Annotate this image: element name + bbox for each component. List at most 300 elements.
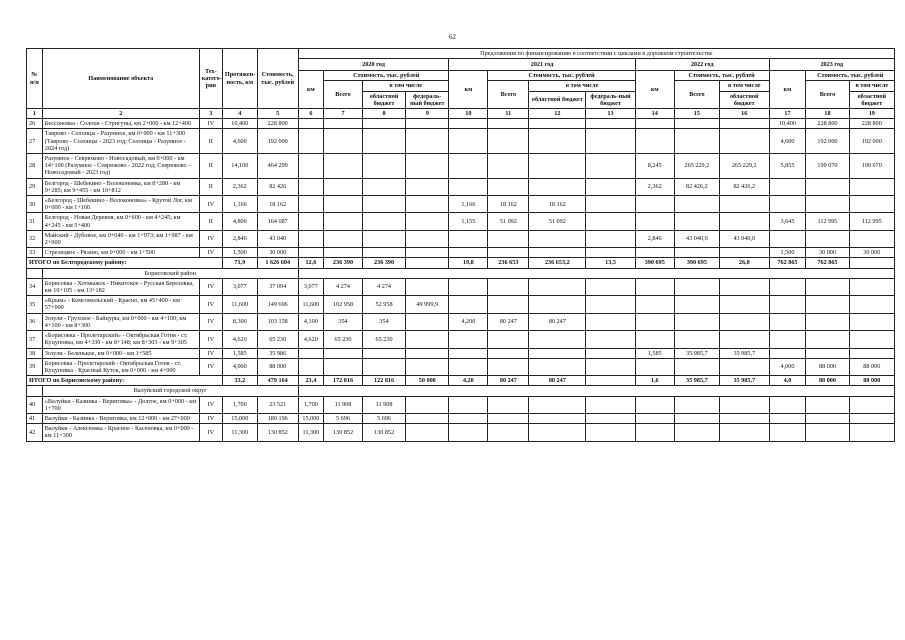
value-cell (362, 154, 405, 179)
total-value: 236 653 (488, 258, 529, 268)
object-name: Майский - Дубовое, км 0+040 - км 1+973; км 1+987 - км 2+900 (42, 230, 199, 247)
value-cell (449, 248, 488, 258)
total-value: 4,20 (449, 376, 488, 386)
value-cell: 5,855 (769, 154, 806, 179)
km-header: км (769, 71, 806, 109)
object-name: Таврово - Солонцы - Разумное, км 0+000 - км 11+300 (Таврово - Солонцы - 2023 год; Солонцы - Разумное - 2024 год) (42, 129, 199, 154)
value-cell (298, 348, 323, 358)
value-cell (806, 331, 849, 348)
value-cell (449, 178, 488, 195)
value-cell (488, 129, 529, 154)
value-cell (362, 178, 405, 195)
regional-budget-header: областной бюджет (529, 91, 586, 108)
value-cell (449, 230, 488, 247)
row-number: 36 (27, 313, 43, 330)
total-value: 390 695 (674, 258, 719, 268)
value-cell (635, 358, 674, 375)
table-row (27, 278, 895, 295)
page-number: 62 (449, 33, 456, 41)
category: IV (199, 196, 222, 213)
including-header: в том числе (529, 81, 635, 91)
col-category-header: Тех-катего-рия (199, 49, 222, 109)
value-cell: 11,600 (298, 296, 323, 313)
value-cell (806, 196, 849, 213)
value-cell (362, 230, 405, 247)
row-number: 28 (27, 154, 43, 179)
total-value: 80 247 (529, 376, 586, 386)
value-cell: 1,155 (449, 213, 488, 230)
value-cell (529, 278, 586, 295)
value-cell (720, 196, 770, 213)
value-cell: 3,645 (769, 213, 806, 230)
column-number: 4 (222, 109, 257, 119)
value-cell (586, 331, 636, 348)
row-number: 37 (27, 331, 43, 348)
value-cell (449, 129, 488, 154)
total-label: ИТОГО по Белгородскому району: (27, 258, 223, 268)
category: II (199, 178, 222, 195)
total-value: 12,6 (298, 258, 323, 268)
length: 14,100 (222, 154, 257, 179)
row-number: 42 (27, 424, 43, 441)
value-cell (324, 230, 363, 247)
value-cell (529, 178, 586, 195)
row-number: 29 (27, 178, 43, 195)
value-cell (720, 313, 770, 330)
object-name: Валуйки - Казинка - Вериговка, км 12+000 - км 27+000 (42, 413, 199, 423)
value-cell (635, 424, 674, 441)
total-value (849, 258, 894, 268)
row-number: 26 (27, 119, 43, 129)
category: IV (199, 331, 222, 348)
object-name: Зозули - Грузское - Байцуры, км 0+000 - км 4+100; км 4+100 - км 8+300 (42, 313, 199, 330)
value-cell (449, 119, 488, 129)
value-cell: 80 247 (529, 313, 586, 330)
km-header: км (449, 71, 488, 109)
km-header: км (635, 71, 674, 109)
object-name: Валуйки - Алексеевка - Красное - Касеновка, км 0+000 - км 11+300 (42, 424, 199, 441)
value-cell: 3,077 (298, 278, 323, 295)
value-cell (769, 413, 806, 423)
value-cell (406, 154, 449, 179)
row-number: 30 (27, 196, 43, 213)
value-cell (849, 413, 894, 423)
cost: 164 087 (257, 213, 298, 230)
category: IV (199, 248, 222, 258)
value-cell (806, 396, 849, 413)
value-cell: 30 000 (806, 248, 849, 258)
value-cell (769, 348, 806, 358)
value-cell (586, 119, 636, 129)
total-value: 13,5 (586, 258, 636, 268)
value-cell (529, 296, 586, 313)
section-title: Борисовский район (42, 268, 298, 278)
value-cell (406, 213, 449, 230)
including-header: в том числе (720, 81, 770, 91)
value-cell (406, 196, 449, 213)
value-cell: 130 852 (362, 424, 405, 441)
value-cell (806, 178, 849, 195)
value-cell (769, 278, 806, 295)
value-cell (635, 313, 674, 330)
value-cell (406, 424, 449, 441)
value-cell (488, 119, 529, 129)
category: IV (199, 313, 222, 330)
length: 1,166 (222, 196, 257, 213)
value-cell (806, 296, 849, 313)
value-cell (449, 424, 488, 441)
column-number: 12 (529, 109, 586, 119)
column-number: 10 (449, 109, 488, 119)
total-value: 390 695 (635, 258, 674, 268)
category: IV (199, 424, 222, 441)
row-number: 35 (27, 296, 43, 313)
value-cell (720, 119, 770, 129)
value-cell (488, 396, 529, 413)
section-spacer (27, 386, 43, 396)
value-cell: 15,000 (298, 413, 323, 423)
value-cell (849, 424, 894, 441)
value-cell (488, 278, 529, 295)
cost: 464 299 (257, 154, 298, 179)
value-cell: 1,500 (769, 248, 806, 258)
table-row (27, 424, 895, 441)
value-cell (406, 119, 449, 129)
value-cell (635, 413, 674, 423)
value-cell (720, 396, 770, 413)
value-cell (720, 278, 770, 295)
value-cell (635, 213, 674, 230)
total-value: 236 390 (324, 258, 363, 268)
section-spacer (27, 268, 43, 278)
total-cost: 479 164 (257, 376, 298, 386)
value-cell (362, 213, 405, 230)
value-cell (635, 278, 674, 295)
value-cell: 18 162 (488, 196, 529, 213)
cost-subheader: Стоимость, тыс. рублей (324, 71, 449, 81)
value-cell: 82 426,2 (720, 178, 770, 195)
value-cell: 112 995 (849, 213, 894, 230)
value-cell (449, 348, 488, 358)
total-value: 236 390 (362, 258, 405, 268)
section-title: Валуйский городской округ (42, 386, 298, 396)
value-cell (488, 331, 529, 348)
value-cell: 65 230 (362, 331, 405, 348)
value-cell (488, 296, 529, 313)
value-cell: 102 958 (324, 296, 363, 313)
row-number: 38 (27, 348, 43, 358)
proposals-header: Предложения по финансированию в соответствии с циклами в дорожном строительстве (298, 49, 894, 59)
value-cell: 11 908 (362, 396, 405, 413)
value-cell: 199 070 (806, 154, 849, 179)
value-cell: 4,620 (298, 331, 323, 348)
length: 10,400 (222, 119, 257, 129)
value-cell (362, 248, 405, 258)
value-cell: 10,400 (769, 119, 806, 129)
length: 11,600 (222, 296, 257, 313)
value-cell (635, 396, 674, 413)
table-row (27, 129, 895, 154)
value-cell (674, 296, 719, 313)
cost: 192 000 (257, 129, 298, 154)
value-cell (529, 230, 586, 247)
value-cell (324, 248, 363, 258)
value-cell (586, 248, 636, 258)
value-cell (324, 196, 363, 213)
table-row (27, 230, 895, 247)
value-cell (324, 154, 363, 179)
value-cell (324, 178, 363, 195)
value-cell: 1,166 (449, 196, 488, 213)
object-name: Белгород - Новая Деревня, км 0+600 - км 4+245; км 4+245 - км 5+400 (42, 213, 199, 230)
cost: 37 094 (257, 278, 298, 295)
value-cell (324, 358, 363, 375)
value-cell (674, 129, 719, 154)
cost: 88 000 (257, 358, 298, 375)
value-cell (406, 331, 449, 348)
year-2023-header: 2023 год (769, 59, 894, 71)
value-cell (406, 313, 449, 330)
value-cell: 11 908 (324, 396, 363, 413)
value-cell (849, 178, 894, 195)
value-cell (529, 119, 586, 129)
value-cell (488, 230, 529, 247)
value-cell: 265 229,2 (674, 154, 719, 179)
table-row (27, 396, 895, 413)
category: IV (199, 413, 222, 423)
value-cell: 1,700 (298, 396, 323, 413)
value-cell (362, 129, 405, 154)
value-cell (769, 424, 806, 441)
row-number: 39 (27, 358, 43, 375)
value-cell (488, 424, 529, 441)
total-value: 35 985,7 (720, 376, 770, 386)
value-cell: 2,362 (635, 178, 674, 195)
value-cell: 265 229,2 (720, 154, 770, 179)
cost: 65 230 (257, 331, 298, 348)
value-cell (635, 129, 674, 154)
value-cell (674, 313, 719, 330)
length: 1,700 (222, 396, 257, 413)
value-cell (674, 248, 719, 258)
value-cell: 4,600 (769, 129, 806, 154)
category: II (199, 213, 222, 230)
value-cell: 192 000 (849, 129, 894, 154)
value-cell (586, 196, 636, 213)
value-cell (529, 154, 586, 179)
total-value: 88 000 (849, 376, 894, 386)
total-header: Всего (806, 81, 849, 109)
value-cell (449, 358, 488, 375)
value-cell (362, 119, 405, 129)
cost: 103 158 (257, 313, 298, 330)
cost: 82 426 (257, 178, 298, 195)
total-value: 236 653,2 (529, 258, 586, 268)
column-number: 5 (257, 109, 298, 119)
column-number: 9 (406, 109, 449, 119)
total-header: Всего (488, 81, 529, 109)
object-name: Разумное - Севрюково - Новосадовый, км 0+000 - км 14+100 (Разумное - Севрюково - 2022 год; Севрюково - Новосадовый - 2023 год) (42, 154, 199, 179)
value-cell (529, 129, 586, 154)
length: 4,620 (222, 331, 257, 348)
length: 2,362 (222, 178, 257, 195)
value-cell: 130 852 (324, 424, 363, 441)
value-cell (586, 296, 636, 313)
section-spacer (298, 386, 894, 396)
value-cell (674, 396, 719, 413)
cost: 35 986 (257, 348, 298, 358)
value-cell (298, 230, 323, 247)
value-cell (720, 129, 770, 154)
value-cell (586, 278, 636, 295)
value-cell (720, 358, 770, 375)
value-cell (529, 413, 586, 423)
value-cell (324, 129, 363, 154)
value-cell (406, 248, 449, 258)
value-cell: 4 274 (362, 278, 405, 295)
length: 3,077 (222, 278, 257, 295)
length: 15,000 (222, 413, 257, 423)
value-cell: 192 000 (806, 129, 849, 154)
value-cell (449, 331, 488, 348)
value-cell (586, 348, 636, 358)
category: IV (199, 358, 222, 375)
value-cell (769, 313, 806, 330)
value-cell (488, 413, 529, 423)
total-value: 50 000 (406, 376, 449, 386)
value-cell: 8,245 (635, 154, 674, 179)
table-row (27, 119, 895, 129)
value-cell (806, 313, 849, 330)
table-row (27, 248, 895, 258)
value-cell (674, 331, 719, 348)
value-cell (406, 413, 449, 423)
row-number: 32 (27, 230, 43, 247)
total-value (586, 376, 636, 386)
value-cell: 228 800 (806, 119, 849, 129)
value-cell (635, 196, 674, 213)
row-number: 33 (27, 248, 43, 258)
row-number: 41 (27, 413, 43, 423)
value-cell (674, 278, 719, 295)
object-name: Борисовка - Хотмыжск - Никитское - Русская Березовка, км 10+105 - км 13+182 (42, 278, 199, 295)
total-value: 80 247 (488, 376, 529, 386)
value-cell (586, 413, 636, 423)
column-number: 15 (674, 109, 719, 119)
cost: 180 196 (257, 413, 298, 423)
total-value: 762 865 (769, 258, 806, 268)
row-number: 31 (27, 213, 43, 230)
total-length: 71,9 (222, 258, 257, 268)
column-number: 13 (586, 109, 636, 119)
value-cell (849, 196, 894, 213)
value-cell (674, 196, 719, 213)
table-row (27, 196, 895, 213)
value-cell (529, 348, 586, 358)
federal-budget-header: федераль-ный бюджет (406, 91, 449, 108)
value-cell (720, 331, 770, 348)
cost: 130 852 (257, 424, 298, 441)
row-number: 27 (27, 129, 43, 154)
value-cell (406, 396, 449, 413)
col-cost-header: Стоимость, тыс. рублей (257, 49, 298, 109)
value-cell: 49 999,9 (406, 296, 449, 313)
value-cell: 51 092 (529, 213, 586, 230)
value-cell (720, 413, 770, 423)
value-cell (298, 119, 323, 129)
value-cell (488, 358, 529, 375)
value-cell: 5 696 (362, 413, 405, 423)
total-value: 122 816 (362, 376, 405, 386)
value-cell: 112 995 (806, 213, 849, 230)
object-name: «Борисовка - Пролетарский» - Октябрьская Готня - ст. Куцуповка, км 4+330 - км 8+148; км 8+303 - км 9+305 (42, 331, 199, 348)
value-cell (674, 413, 719, 423)
value-cell: 11,300 (298, 424, 323, 441)
value-cell: 1,585 (635, 348, 674, 358)
value-cell: 43 040,0 (674, 230, 719, 247)
total-value (406, 258, 449, 268)
including-header: в том числе (849, 81, 894, 91)
length: 4,800 (222, 213, 257, 230)
value-cell (849, 348, 894, 358)
length: 1,500 (222, 248, 257, 258)
column-number: 6 (298, 109, 323, 119)
table-row (27, 413, 895, 423)
cost-subheader: Стоимость, тыс. рублей (806, 71, 895, 81)
value-cell: 354 (324, 313, 363, 330)
value-cell: 228 800 (849, 119, 894, 129)
table-row (27, 296, 895, 313)
value-cell (674, 119, 719, 129)
total-header: Всего (674, 81, 719, 109)
value-cell (324, 119, 363, 129)
table-row (27, 331, 895, 348)
value-cell (449, 413, 488, 423)
value-cell (586, 424, 636, 441)
value-cell (635, 296, 674, 313)
value-cell (769, 196, 806, 213)
total-value: 88 000 (806, 376, 849, 386)
length: 2,846 (222, 230, 257, 247)
value-cell (769, 396, 806, 413)
year-2020-header: 2020 год (298, 59, 449, 71)
financing-table (26, 48, 895, 442)
value-cell (635, 248, 674, 258)
value-cell (769, 296, 806, 313)
cost: 228 800 (257, 119, 298, 129)
value-cell (298, 213, 323, 230)
value-cell (298, 129, 323, 154)
column-numbers-row (27, 109, 895, 119)
column-number: 17 (769, 109, 806, 119)
value-cell: 35 985,7 (720, 348, 770, 358)
value-cell: 4,200 (449, 313, 488, 330)
value-cell: 88 000 (849, 358, 894, 375)
value-cell: 82 426,2 (674, 178, 719, 195)
value-cell (298, 178, 323, 195)
value-cell: 18 162 (529, 196, 586, 213)
value-cell (806, 278, 849, 295)
table-row (27, 313, 895, 330)
length: 1,585 (222, 348, 257, 358)
value-cell (298, 358, 323, 375)
value-cell (449, 154, 488, 179)
total-value: 26,0 (720, 258, 770, 268)
object-name: «Валуйки - Казинка - Вериговка» - Долгое, км 0+000 - км 1+700 (42, 396, 199, 413)
total-value: 762 865 (806, 258, 849, 268)
column-number: 18 (806, 109, 849, 119)
object-name: Стрелецкое - Рязано, км 0+000 - км 1+500 (42, 248, 199, 258)
